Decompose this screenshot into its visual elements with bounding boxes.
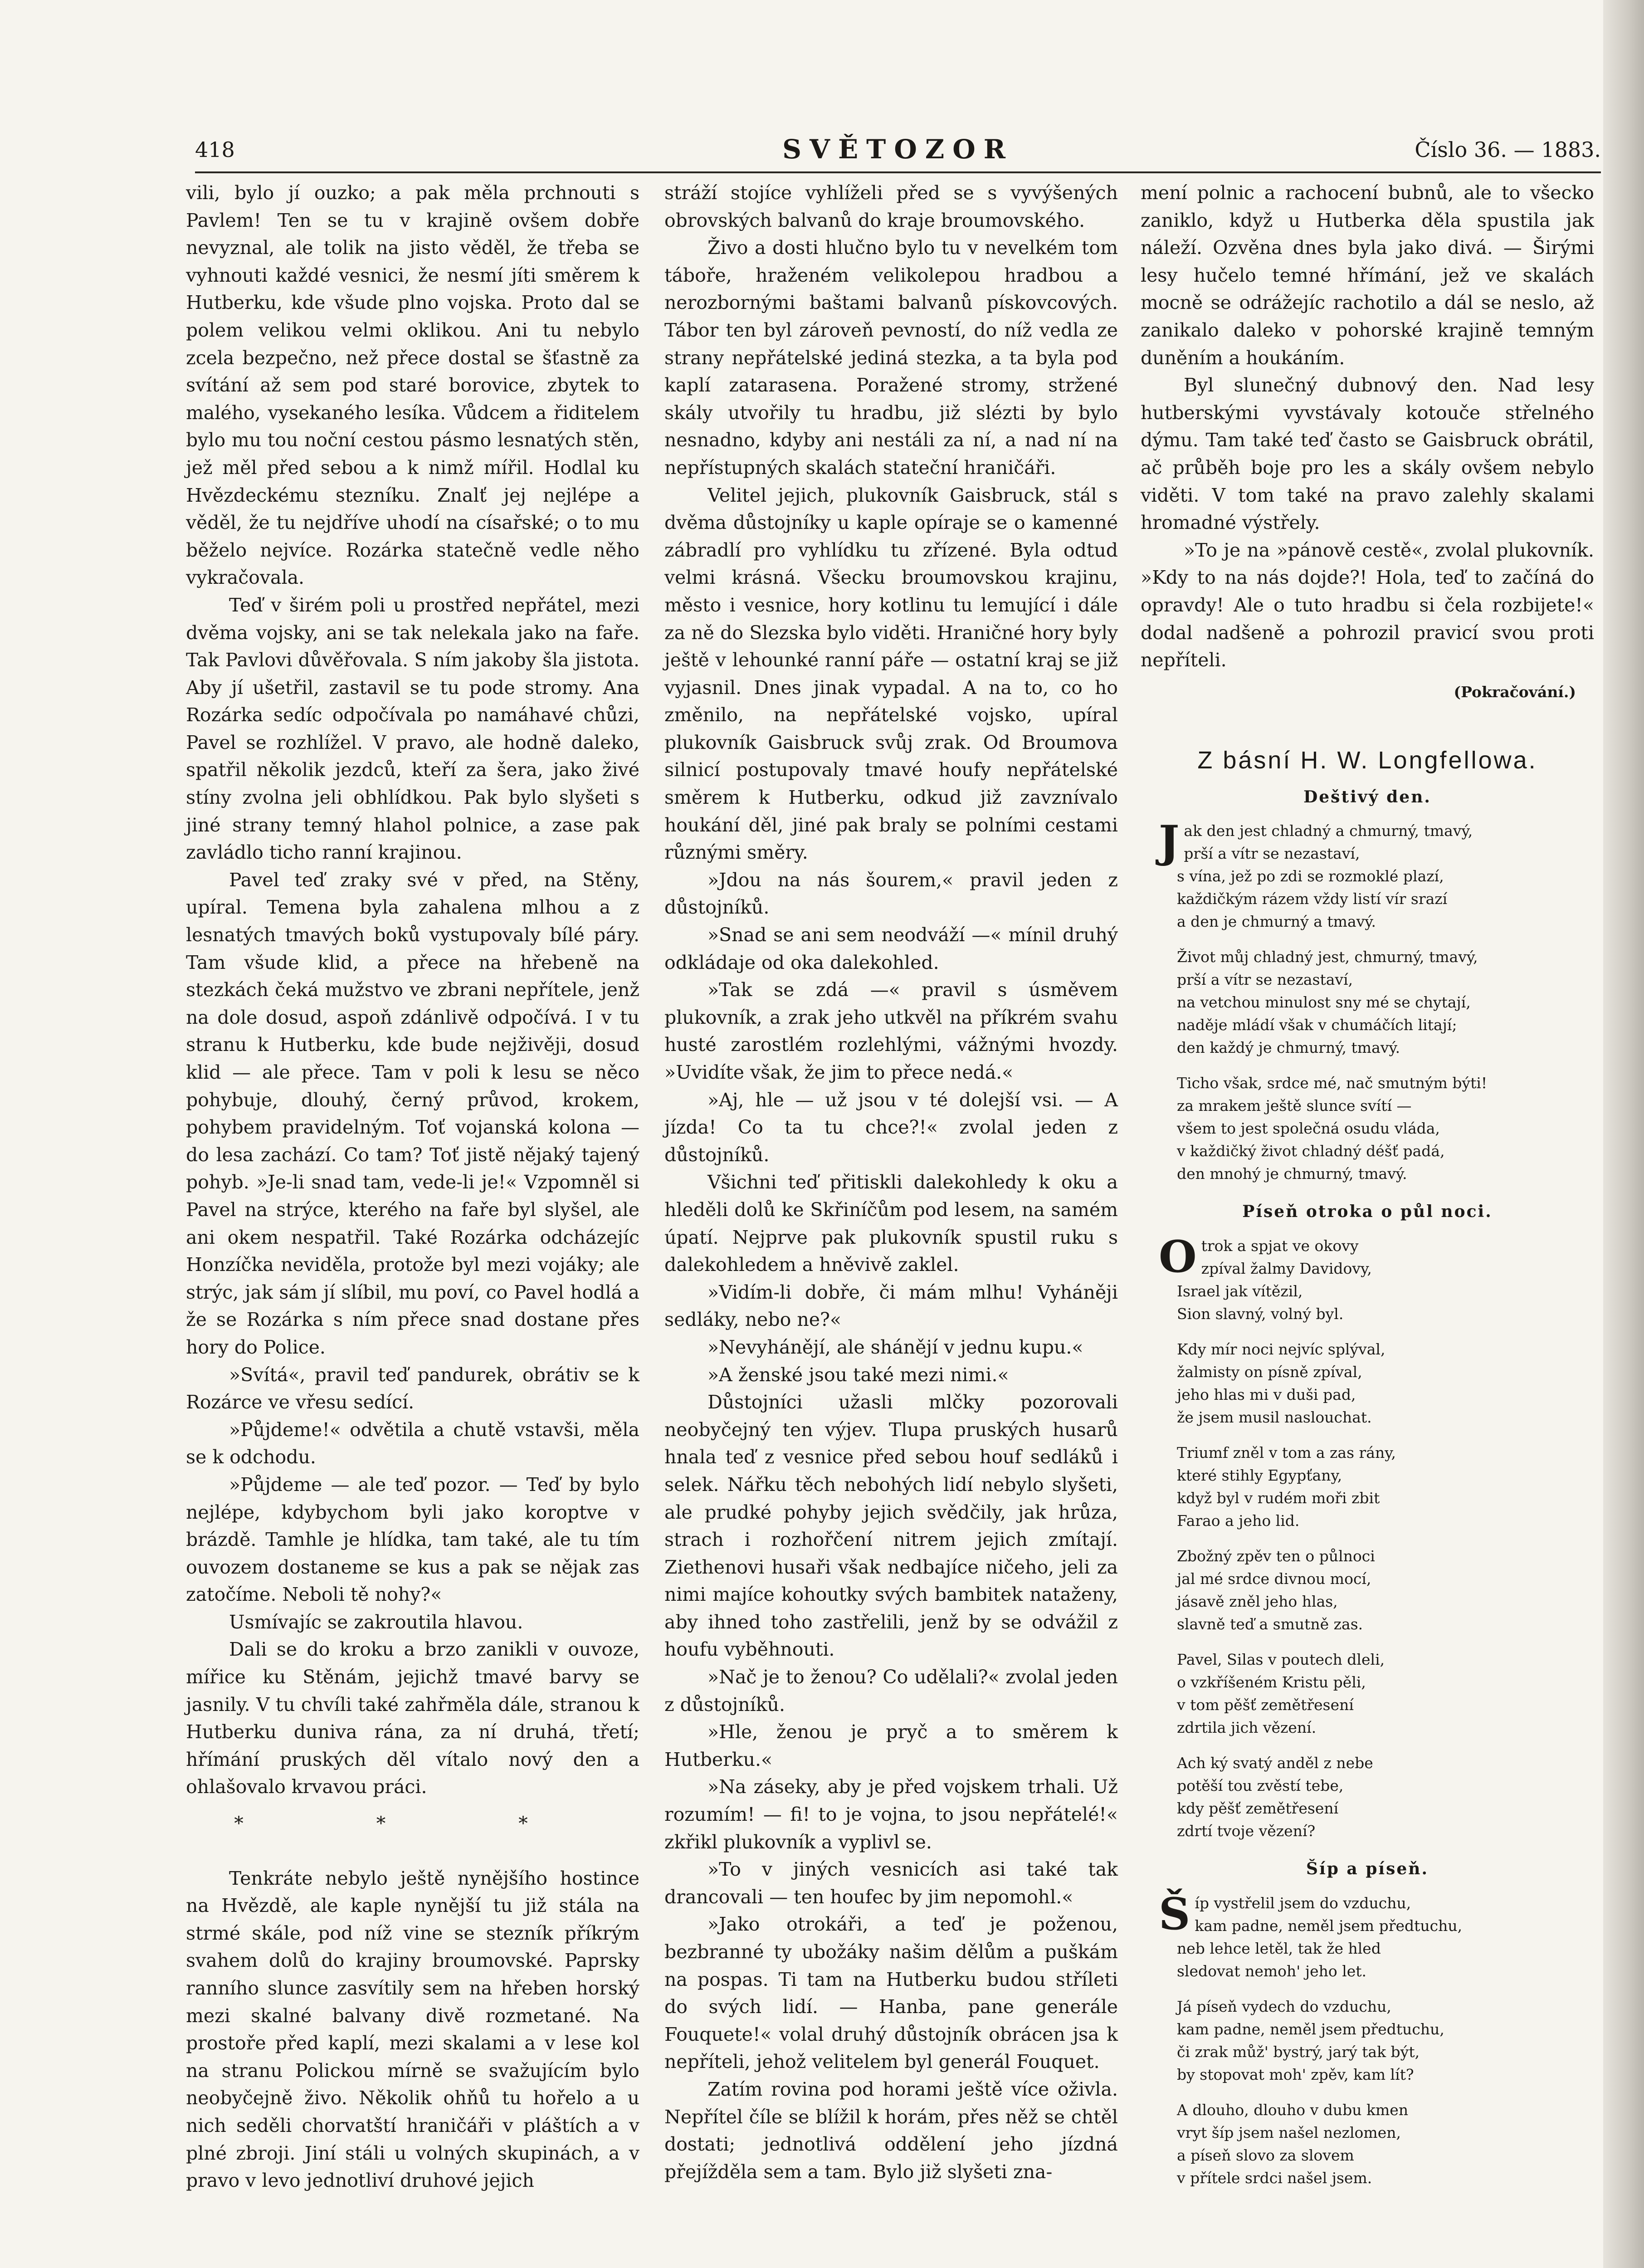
poem-body [1159, 1231, 1594, 1843]
poem-line: o vzkříšeném Kristu pěli, [1177, 1673, 1366, 1691]
paragraph: Dali se do kroku a brzo zanikli v ouvoze, mířice ku Stěnám, jejichž tmavé barvy se jasnily. V tu chvíli také zahřměla dále, stranou k Hutberku duniva rána, za ní druhá, třetí; hřímání pruských děl vítalo nový den a ohlašovalo krvavou práci. [186, 1638, 639, 1798]
paragraph: Byl slunečný dubnový den. Nad lesy hutberskými vyvstávaly kotouče střelného dýmu. Tam také teď často se Gaisbruck obrátil, ač průběh boje pro les a skály ovšem nebylo viděti. V tom také na pravo zalehly skalami hromadné výstřely. [1141, 374, 1594, 534]
poem-line: jeho hlas mi v duši pad, [1177, 1386, 1356, 1404]
poem-title: Píseň otroka o půl noci. [1242, 1202, 1493, 1222]
journal-title: SVĚTOZOR [782, 134, 1014, 165]
poem-line: íp vystřelil jsem do vzduchu, [1195, 1894, 1411, 1912]
paragraph: Velitel jejich, plukovník Gaisbruck, stál s dvěma důstojníky u kaple opíraje se o kamenné zábradlí pro vyhlídku tu zřízené. Byla odtud velmi krásná. Všecku broumovskou krajinu, město i vesnice, hory kotlinu tu lemující i dále za ně do Slezska bylo viděti. Hraničné hory byly ještě v lehounké ranní páře — ostatní kraj se již vyjasnil. Dnes jinak vypadal. A na to, co ho změnilo, na nepřátelské vojsko, upíral plukovník Gaisbruck svůj zrak. Od Broumova silnicí postupovaly tmavé houfy nepřátelské směrem k Hutberku, odkud již zavznívalo houkání děl, jiné pak braly se polními cestami různými směry. [664, 484, 1118, 864]
paragraph: Teď v širém poli u prostřed nepřátel, mezi dvěma vojsky, ani se tak nelekala jako na faře. Tak Pavlovi důvěřovala. S ním jakoby šla jistota. Aby jí ušetřil, zastavil se tu pode stromy. Ana Rozárka sedíc odpočívala po namáhavé chůzi, Pavel se rozhlížel. V pravo, ale hodně daleko, spatřil několik jezdců, kteří za šera, jako živé stíny zvolna jeli obhlídkou. Pak bylo slyšeti s jiné strany temný hlahol polnice, a zase pak zavládlo ticho ranní krajinou. [186, 594, 639, 864]
poem-line: Já píseň vydech do vzduchu, [1177, 1997, 1391, 2015]
poem-stanza [1177, 1648, 1594, 1739]
poem-line: že jsem musil naslouchat. [1177, 1408, 1372, 1427]
poem-line: zdrtila jich vězení. [1177, 1719, 1317, 1737]
page-header [195, 134, 1601, 170]
paragraph: mení polnic a rachocení bubnů, ale to všecko zaniklo, když u Hutberka děla spustila jak náleží. Ozvěna dnes byla jako divá. — Širými lesy hučelo temné hřímání, jež ve skalách mocně se odrážejíc rachotilo a dál se neslo, až zanikalo daleko v pohorské krajině temným duněním a houkáním. [1141, 182, 1594, 369]
paragraph: Důstojníci užasli mlčky pozorovali neobyčejný ten výjev. Tlupa pruských husarů hnala teď z vesnice před sebou houf sedláků i selek. Nářku těch nebohých lidí nebylo slyšeti, ale prudké pohyby jejich svědčily, jak hrůza, strach i rozhořčení nitrem jejich zmítají. Ziethenovi husaři však nedbajíce ničeho, jeli za nimi majíce kohoutky svých bambitek nataženy, aby ihned toho zastřelili, jenž by se odvážil z houfu vyběhnouti. [664, 1391, 1118, 1661]
paragraph: »Tak se zdá —« pravil s úsměvem plukovník, a zrak jeho utkvěl na příkrém svahu husté zarostlém rozlehlými, vážnými hvozdy. »Uvidíte však, že jim to přece nedá.« [664, 979, 1118, 1083]
poem-line: zpíval žalmy Davidovy, [1201, 1260, 1372, 1278]
paragraph: Tenkráte nebylo ještě nynějšího hostince na Hvězdě, ale kaple nynější tu již stála na strmé skále, pod níž vine se stezník příkrým svahem dolů do krajiny broumovské. Paprsky ranního slunce zasvítily sem na hřeben horský mezi skalné balvany divě rozmetané. Na prostoře před kaplí, mezi skalami a v lese kol na stranu Polickou mírně se svažujícím bylo neobyčejně živo. Několik ohňů tu hořelo a u nich seděli chorvatští hraničáři v pláštích a v plné zbroji. Jiní stáli u volných skupinách, a v pravo v levo jednotliví druhové jejich [186, 1867, 639, 2192]
column-2 [664, 179, 1118, 2185]
paragraph: Usmívajíc se zakroutila hlavou. [229, 1611, 523, 1633]
poem-stanza [1177, 1995, 1594, 2086]
paragraph: »Jako otrokáři, a teď je poženou, bezbranné ty ubožáky našim dělům a puškám na pospas. Ti tam na Hutberku budou stříleti do svých lidí. — Hanba, pane generále Fouquete!« volal druhý důstojník obrácen jsa k nepříteli, jehož velitelem byl generál Fouquet. [664, 1913, 1118, 2073]
drop-cap: Š [1159, 1888, 1190, 1940]
paragraph: »Vidím-li dobře, či mám mlhu! Vyháněji sedláky, nebo ne?« [664, 1281, 1118, 1331]
paragraph: Zatím rovina pod horami ještě více oživla. Nepřítel číle se blížil k horám, přes něž se chtěl dostati; jednotlivá oddělení jeho jízdná přejížděla sem a tam. Bylo již slyšeti zna- [664, 2078, 1118, 2183]
poem-line: trok a spjat ve okovy [1201, 1237, 1359, 1255]
poem-line: všem to jest společná osudu vláda, [1177, 1119, 1440, 1138]
poem-line: v každičký život chladný déšť padá, [1177, 1142, 1445, 1160]
paragraph: vili, bylo jí ouzko; a pak měla prchnouti s Pavlem! Ten se tu v krajině ovšem dobře nevyznal, ale tolik na jisto věděl, že třeba se vyhnouti každé vesnici, že nesmí jíti směrem k Hutberku, kde všude plno vojska. Proto dal se polem velikou velmi oklikou. Ani tu nebylo zcela bezpečno, než přece dostal se šťastně za svítání až sem pod staré borovice, zbytek to malého, vysekaného lesíka. Vůdcem a řiditelem bylo mu tou noční cestou pásmo lesnatých stěn, jež měl před sebou a k nimž mířil. Hodlal ku Hvězdeckému stezníku. Znalť jej nejlépe a věděl, že tu nejdříve uhodí na císařské; o to mu běželo nejvíce. Rozárka statečně vedle něho vykračovala. [186, 182, 639, 589]
poem-title: Šíp a píseň. [1306, 1859, 1429, 1879]
poem-line: a píseň slovo za slovem [1177, 2146, 1354, 2164]
poem-line: žalmisty on písně zpíval, [1177, 1363, 1362, 1381]
poem-line: Kdy mír noci nejvíc splýval, [1177, 1340, 1385, 1359]
poem-line: den mnohý je chmurný, tmavý. [1177, 1165, 1407, 1183]
poem-line: Israel jak vítězil, [1177, 1282, 1303, 1300]
poem-line: zdrtí tvoje vězení? [1177, 1822, 1316, 1840]
poem-body [1159, 816, 1594, 1185]
poem-line: slavně teď a smutně zas. [1177, 1615, 1363, 1633]
paragraph: »Půjdeme — ale teď pozor. — Teď by bylo nejlépe, kdybychom byli jako koroptve v brázdě. Tamhle je hlídka, tam také, ale tu tím ouvozem dostaneme se kus a pak se nějak zas zatočíme. Neboli tě nohy?« [186, 1473, 639, 1606]
poem-line: či zrak můž' bystrý, jarý tak být, [1177, 2043, 1420, 2061]
poem-line: sledovat nemoh' jeho let. [1177, 1962, 1367, 1980]
paragraph: »To je na »pánově cestě«, zvolal plukovník. »Kdy to na nás dojde?! Hola, teď to začíná do opravdy! Ale o tuto hradbu si čela rozbijete!« dodal nadšeně a pohrozil pravicí svou proti nepříteli. [1141, 539, 1594, 671]
paragraph: »Půjdeme!« odvětila a chutě vstavši, měla se k odchodu. [186, 1418, 639, 1468]
paragraph: »Na záseky, aby je před vojskem trhali. Už rozumím! — fi! to je vojna, to jsou nepřátelé!« zkřikl plukovník a vyplivl se. [664, 1776, 1118, 1853]
poem-line: potěší tou zvěstí tebe, [1177, 1777, 1344, 1795]
paragraph: »Nač je to ženou? Co udělali?« zvolal jeden z důstojníků. [664, 1666, 1118, 1716]
poem-line: Ticho však, srdce mé, nač smutným býti! [1177, 1074, 1488, 1092]
poem-title: Deštivý den. [1303, 787, 1431, 807]
paragraph: Pavel teď zraky své v před, na Stěny, upíral. Temena byla zahalena mlhou a z lesnatých tmavých boků vystupovaly bílé páry. Tam všude klid, a přece na hřebeně na stezkách čeká mužstvo ve zbrani nepřítele, jenž na dole dosud, aspoň zdánlivě odpočívá. I v tu stranu k Hutberku, kde bude nejživěji, dosud klid — ale přece. Tam v poli k lesu se něco pohybuje, dlouhý, černý průvod, krokem, pohybem pravidelným. Toť vojanská kolona — do lesa zachází. Co tam? Toť jistě nějaký tajený pohyb. »Je-li snad tam, vede-li je!« Vzpomněl si Pavel na strýce, kterého na faře byl slyšel, ale ani okem nespatřil. Také Rozárka odcházejíc Honzíčka neviděla, protože byl mezi vojáky; ale strýc, jak sám jí slíbil, mu poví, co Pavel hodlá a že se Rozárka s ním přece snad dostane přes hory do Police. [186, 869, 639, 1358]
poem-stanza [1159, 1888, 1594, 1983]
poem-line: v tom pěšť zemětřesení [1177, 1696, 1354, 1714]
column-1 [186, 179, 639, 2195]
poem-line: kam padne, neměl jsem předtuchu, [1177, 2020, 1444, 2038]
poem-line: kam padne, neměl jsem předtuchu, [1195, 1916, 1463, 1935]
poem-line: každičkým rázem vždy listí vír srazí [1177, 890, 1448, 908]
poem-line: ak den jest chladný a chmurný, tmavý, [1184, 822, 1473, 840]
poem-stanza [1177, 1545, 1594, 1636]
continuation-note: (Pokračování.) [1454, 683, 1576, 701]
poem-line: kdy pěšť zemětřesení [1177, 1799, 1339, 1818]
poem-line: neb lehce letěl, tak že hled [1177, 1939, 1381, 1957]
poem-line: by stopovat moh' zpěv, kam lít? [1177, 2065, 1414, 2083]
poem-line: Zbožný zpěv ten o půlnoci [1177, 1547, 1375, 1565]
paragraph: »To v jiných vesnicích asi také tak drancovali — ten houfec by jim nepomohl.« [664, 1858, 1118, 1908]
poem-line: prší a vítr se nezastaví, [1177, 971, 1353, 989]
paragraph: Všichni teď přitiskli dalekohledy k oku a hleděli dolů ke Skřiníčům pod lesem, na samém úpatí. Nejprve pak plukovník spustil ruku s dalekohledem a hněvivě zaklel. [664, 1171, 1118, 1276]
poem-stanza [1159, 816, 1594, 933]
poem-stanza [1177, 946, 1594, 1059]
paragraph: »Hle, ženou je pryč a to směrem k Hutberku.« [664, 1721, 1118, 1770]
paragraph: »Snad se ani sem neodváží —« mínil druhý odkládaje od oka dalekohled. [664, 924, 1118, 973]
poem-line: naděje mládí však v chumáčích litají; [1177, 1016, 1457, 1034]
column-3 [1141, 179, 1594, 2202]
poem-line: jásavě zněl jeho hlas, [1177, 1593, 1338, 1611]
poem-line: jal mé srdce divnou mocí, [1177, 1570, 1371, 1588]
poem-line: vryt šíp jsem našel nezlomen, [1177, 2123, 1401, 2141]
poem-line: když byl v rudém moři zbit [1177, 1489, 1380, 1507]
poem-line: Život můj chladný jest, chmurný, tmavý, [1177, 948, 1478, 966]
poem-line: s vína, jež po zdi se rozmoklé plazí, [1177, 867, 1444, 885]
paragraph: Živo a dosti hlučno bylo tu v nevelkém tom táboře, hraženém velikolepou hradbou a nerozbornými baštami balvanů pískovcových. Tábor ten byl zároveň pevností, do níž vedla ze strany nepřátelské jediná stezka, a ta byla pod kaplí zatarasena. Poražené stromy, stržené skály utvořily tu hradbu, již slézti by bylo nesnadno, kdyby ani nestáli za ní, a nad ní na nepřístupných skalách stateční hraničáři. [664, 237, 1118, 479]
poem-stanza [1177, 1752, 1594, 1843]
poem-line: na vetchou minulost sny mé se chytají, [1177, 993, 1471, 1012]
poems-section-title: Z básní H. W. Longfellowa. [1197, 747, 1537, 774]
drop-cap: J [1159, 816, 1180, 868]
poem-stanza [1177, 1338, 1594, 1429]
poem-line: které stihly Egypťany, [1177, 1466, 1342, 1485]
poem-line: a den je chmurný a tmavý. [1177, 913, 1376, 931]
poem-line: Farao a jeho lid. [1177, 1512, 1300, 1530]
poem-line: Pavel, Silas v poutech dleli, [1177, 1651, 1385, 1669]
issue-number: Číslo 36. — 1883. [1415, 137, 1601, 162]
poem-line: za mrakem ještě slunce svítí — [1177, 1097, 1412, 1115]
paragraph: »Svítá«, pravil teď pandurek, obrátiv se k Rozárce ve vřesu sedící. [186, 1364, 639, 1413]
poem-stanza [1177, 1442, 1594, 1532]
drop-cap: O [1159, 1231, 1197, 1283]
section-separator: * * * [234, 1813, 591, 1835]
poem-line: den každý je chmurný, tmavý. [1177, 1039, 1400, 1057]
poem-line: prší a vítr se nezastaví, [1184, 845, 1360, 863]
poem-line: v přítele srdci našel jsem. [1177, 2169, 1372, 2187]
poem-body [1159, 1888, 1594, 2190]
poem-line: A dlouho, dlouho v dubu kmen [1177, 2101, 1409, 2119]
page-edge-shadow [1603, 0, 1644, 2268]
paragraph: stráží stojíce vyhlíželi před se s vyvýšených obrovských balvanů do kraje broumovského. [664, 182, 1118, 231]
poem-stanza [1177, 1072, 1594, 1185]
page-number: 418 [195, 137, 235, 162]
header-rule [195, 171, 1601, 173]
poem-stanza [1159, 1231, 1594, 1325]
poem-line: Triumf zněl v tom a zas rány, [1177, 1444, 1396, 1462]
paragraph: »Jdou na nás šourem,« pravil jeden z důstojníků. [664, 869, 1118, 919]
paragraph: »Nevyhánějí, ale shánějí v jednu kupu.« [707, 1336, 1083, 1358]
poem-line: Ach ký svatý anděl z nebe [1177, 1754, 1373, 1772]
paragraph: »A ženské jsou také mezi nimi.« [707, 1364, 1009, 1386]
paragraph: »Aj, hle — už jsou v té dolejší vsi. — A jízda! Co ta tu chce?!« zvolal jeden z důstojníků. [664, 1089, 1118, 1166]
poem-stanza [1177, 2099, 1594, 2190]
poem-line: Sion slavný, volný byl. [1177, 1305, 1344, 1323]
poems-container [1141, 783, 1594, 2190]
